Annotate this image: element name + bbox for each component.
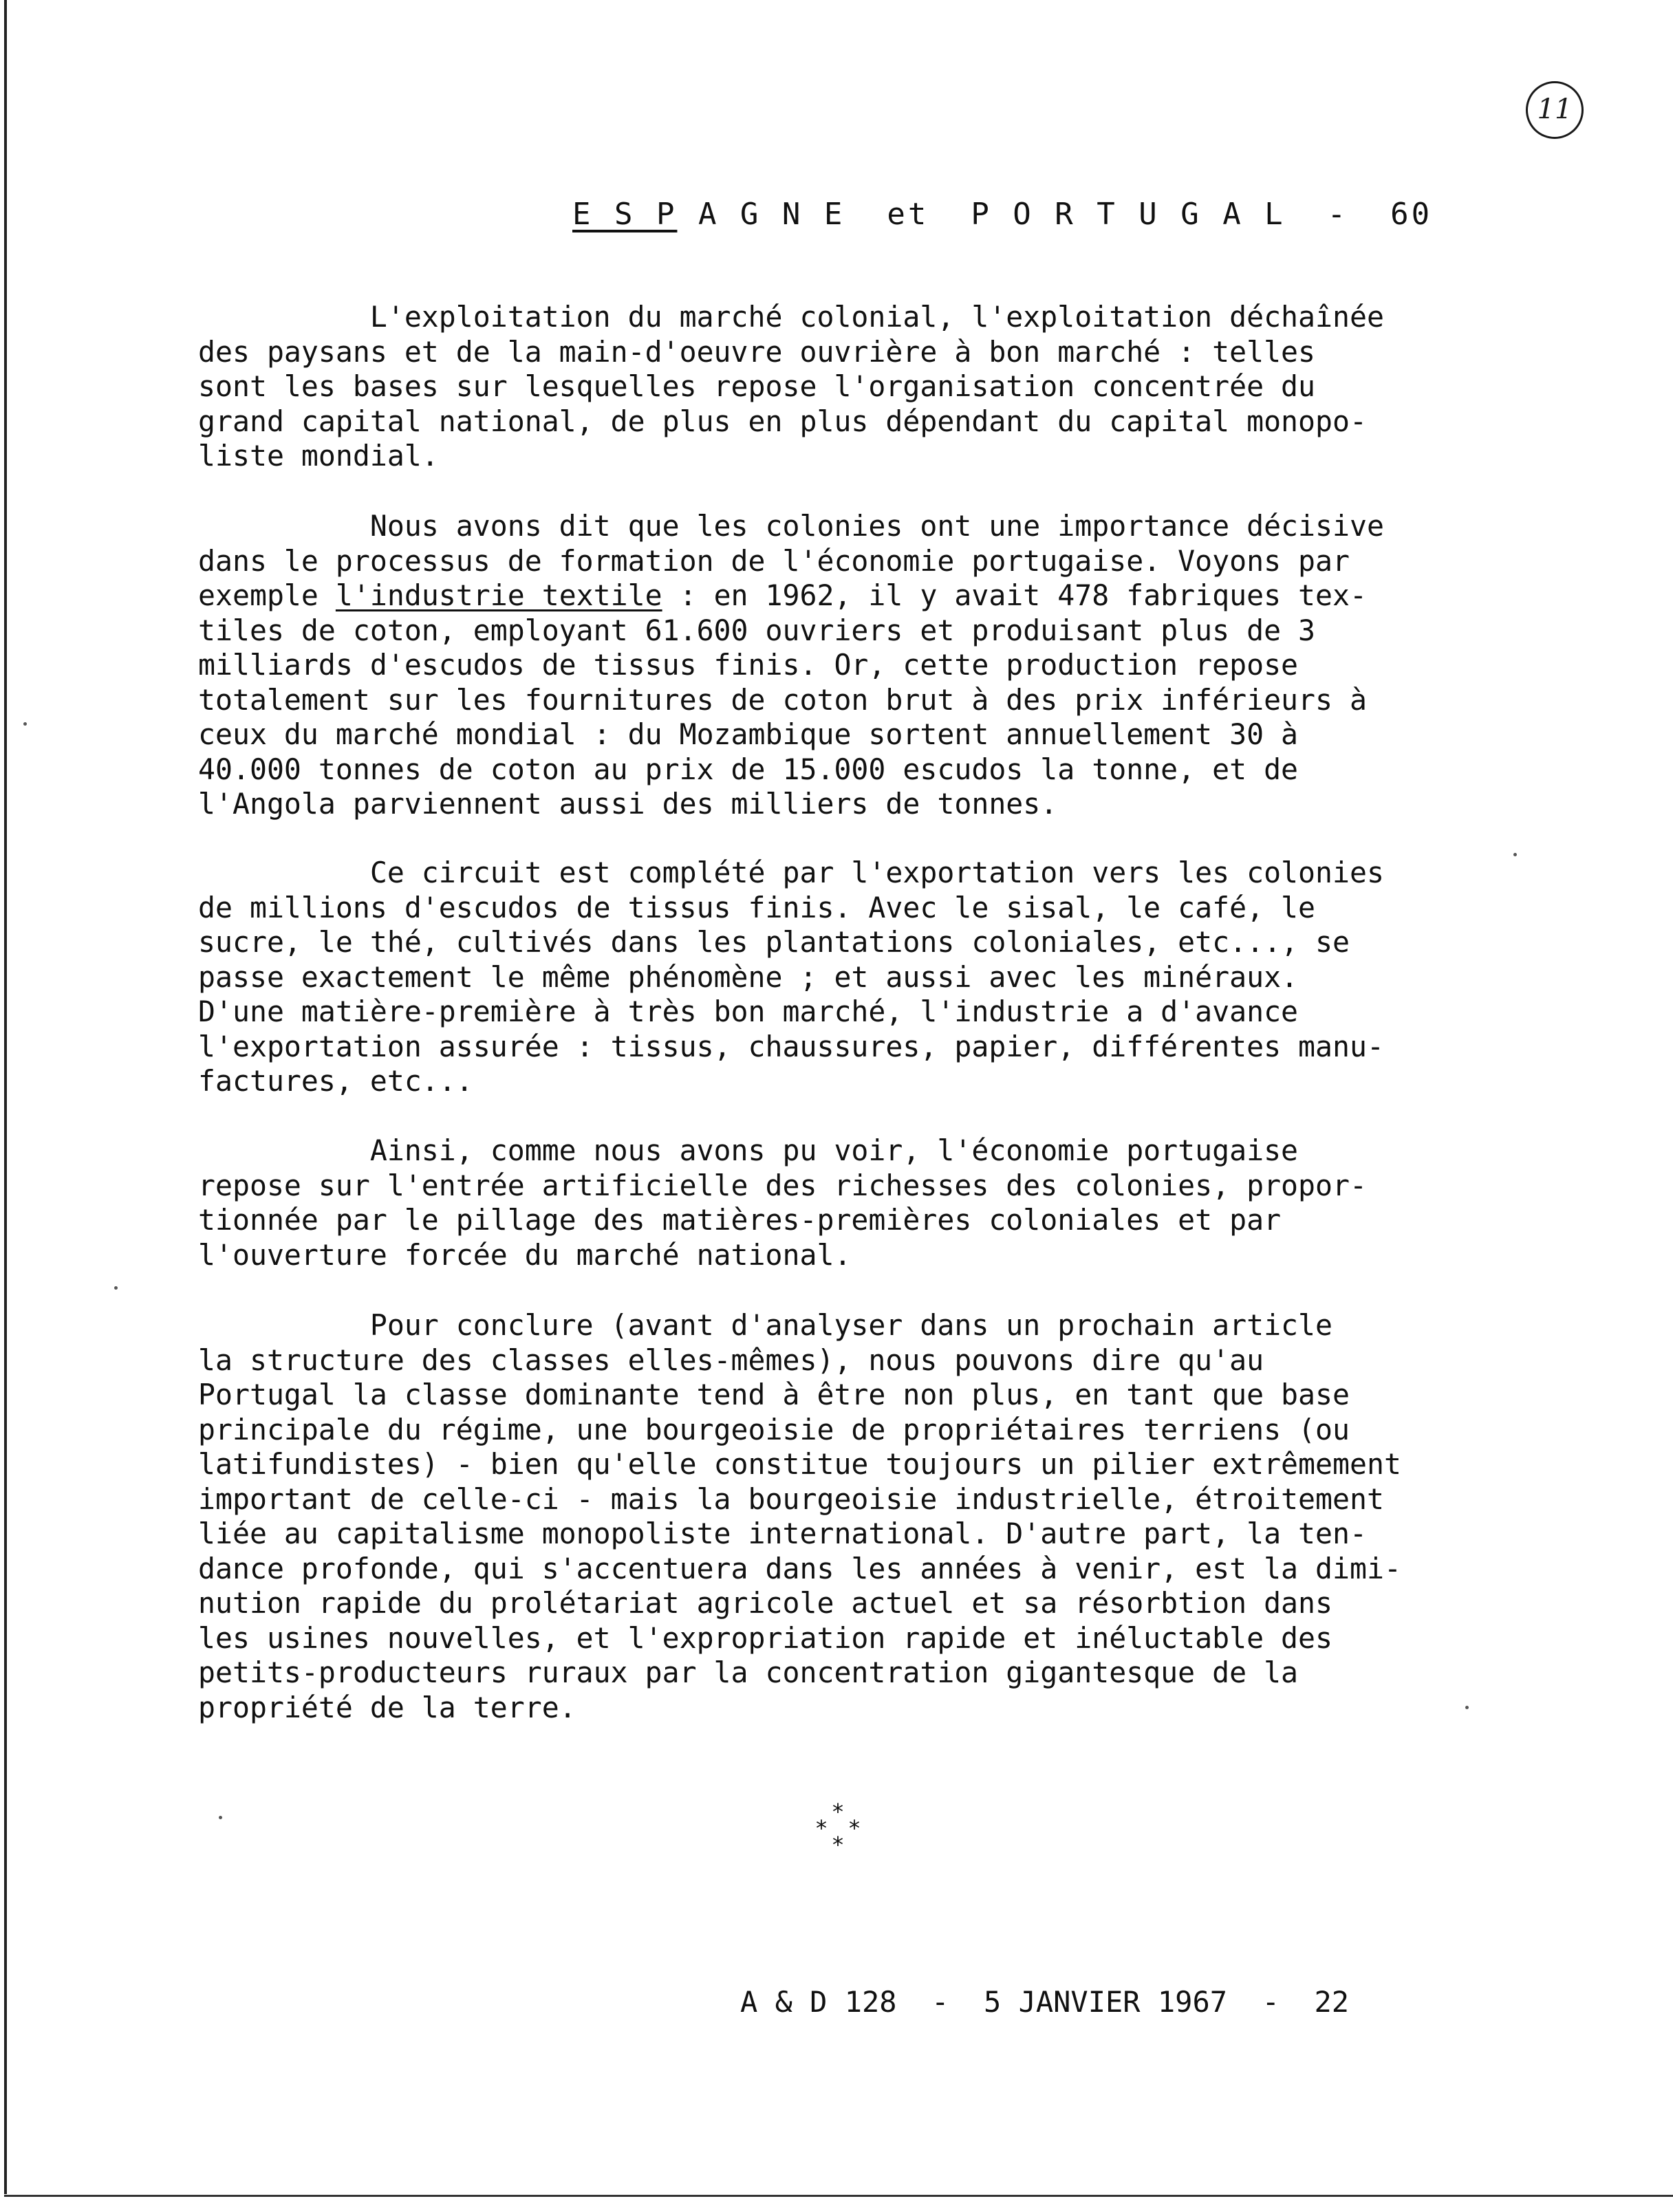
paragraph-line: L'exploitation du marché colonial, l'exploitation déchaînée (198, 300, 1384, 334)
asterism-star: * (849, 1815, 860, 1841)
paragraph-line: les usines nouvelles, et l'expropriation rapide et inéluctable des (198, 1620, 1333, 1655)
page-footer: A & D 128 - 5 JANVIER 1967 - 22 (740, 1985, 1350, 2019)
paragraph-line: nution rapide du prolétariat agricole actuel et sa résorbtion dans (198, 1586, 1333, 1620)
scan-speck (219, 1816, 222, 1819)
paragraph-line: petits-producteurs ruraux par la concentration gigantesque de la (198, 1656, 1299, 1689)
paragraph-line: important de celle-ci - mais la bourgeoisie industrielle, étroitement (198, 1482, 1384, 1516)
asterism-star: * (832, 1832, 843, 1858)
heading-underlined-part: E S P (572, 197, 678, 232)
paragraph-5 (198, 1308, 1519, 1725)
paragraph-line: sont les bases sur lesquelles repose l'organisation concentrée du (198, 369, 1316, 403)
scan-speck (114, 1286, 118, 1290)
paragraph-line: passe exactement le même phénomène ; et aussi avec les minéraux. (198, 959, 1299, 994)
line-text: : en 1962, il y avait 478 fabriques tex- (662, 578, 1367, 612)
paragraph-line: l'ouverture forcée du marché national. (198, 1237, 852, 1272)
paragraph-line: 40.000 tonnes de coton au prix de 15.000 escudos la tonne, et de (198, 752, 1299, 786)
paragraph-3 (198, 856, 1519, 1099)
page-heading (572, 197, 1432, 232)
page-left-edge (4, 0, 7, 2194)
paragraph-line: totalement sur les fournitures de coton brut à des prix inférieurs à (198, 682, 1367, 717)
paragraph-line: Portugal la classe dominante tend à être non plus, en tant que base (198, 1378, 1350, 1411)
heading-rest: A G N E et P O R T U G A L - 60 (677, 197, 1433, 232)
line-text: exemple (198, 578, 336, 612)
paragraph-line: dance profonde, qui s'accentuera dans les années à venir, est la dimi- (198, 1551, 1401, 1585)
paragraph-line: tionnée par le pillage des matières-premières coloniales et par (198, 1203, 1282, 1237)
paragraph-line: repose sur l'entrée artificielle des richesses des colonies, propor- (198, 1168, 1367, 1202)
paragraph-line: liée au capitalisme monopoliste international. D'autre part, la ten- (198, 1517, 1367, 1550)
paragraph-line: l'Angola parviennent aussi des milliers de tonnes. (198, 787, 1058, 821)
paragraph-line: milliards d'escudos de tissus finis. Or, cette production repose (198, 648, 1299, 682)
paragraph-line: latifundistes) - bien qu'elle constitue toujours un pilier extrêmement (198, 1447, 1401, 1481)
paragraph-1 (198, 300, 1519, 474)
paragraph-2 (198, 509, 1519, 822)
paragraph-line: grand capital national, de plus en plus dépendant du capital monopo- (198, 404, 1367, 438)
paragraph-line: D'une matière-première à très bon marché, l'industrie a d'avance (198, 995, 1299, 1028)
paragraph-line: tiles de coton, employant 61.600 ouvriers et produisant plus de 3 (198, 613, 1316, 647)
paragraph-line: l'exportation assurée : tissus, chaussures, papier, différentes manu- (198, 1029, 1384, 1063)
paragraph-line: de millions d'escudos de tissus finis. Avec le sisal, le café, le (198, 890, 1316, 924)
scan-speck (1465, 1706, 1469, 1709)
paragraph-line: Pour conclure (avant d'analyser dans un prochain article (198, 1308, 1333, 1342)
paragraph-line: Ce circuit est complété par l'exportation vers les colonies (198, 856, 1384, 889)
paragraph-line: des paysans et de la main-d'oeuvre ouvrière à bon marché : telles (198, 334, 1316, 369)
paragraph-line (198, 578, 1519, 614)
folio-mark: 11 (1526, 81, 1584, 139)
paragraph-line: principale du régime, une bourgeoisie de propriétaires terriens (ou (198, 1412, 1350, 1446)
asterism-star: * (816, 1815, 827, 1841)
underlined-phrase: l'industrie textile (335, 578, 662, 612)
scan-speck (1513, 853, 1517, 856)
scan-speck (23, 722, 27, 726)
asterism-star: * (832, 1799, 843, 1825)
asterism-separator (812, 1801, 874, 1863)
paragraph-line: propriété de la terre. (198, 1690, 576, 1724)
paragraph-line: ceux du marché mondial : du Mozambique sortent annuellement 30 à (198, 717, 1299, 751)
paragraph-line: Nous avons dit que les colonies ont une importance décisive (198, 509, 1384, 543)
paragraph-line: liste mondial. (198, 439, 439, 473)
page-bottom-edge (4, 2195, 1673, 2197)
paragraph-4 (198, 1134, 1519, 1272)
paragraph-line: sucre, le thé, cultivés dans les plantations coloniales, etc..., se (198, 925, 1350, 959)
paragraph-line: Ainsi, comme nous avons pu voir, l'économie portugaise (198, 1134, 1299, 1167)
paragraph-line: factures, etc... (198, 1064, 473, 1098)
paragraph-line: la structure des classes elles-mêmes), nous pouvons dire qu'au (198, 1343, 1264, 1377)
paragraph-line: dans le processus de formation de l'économie portugaise. Voyons par (198, 543, 1350, 578)
